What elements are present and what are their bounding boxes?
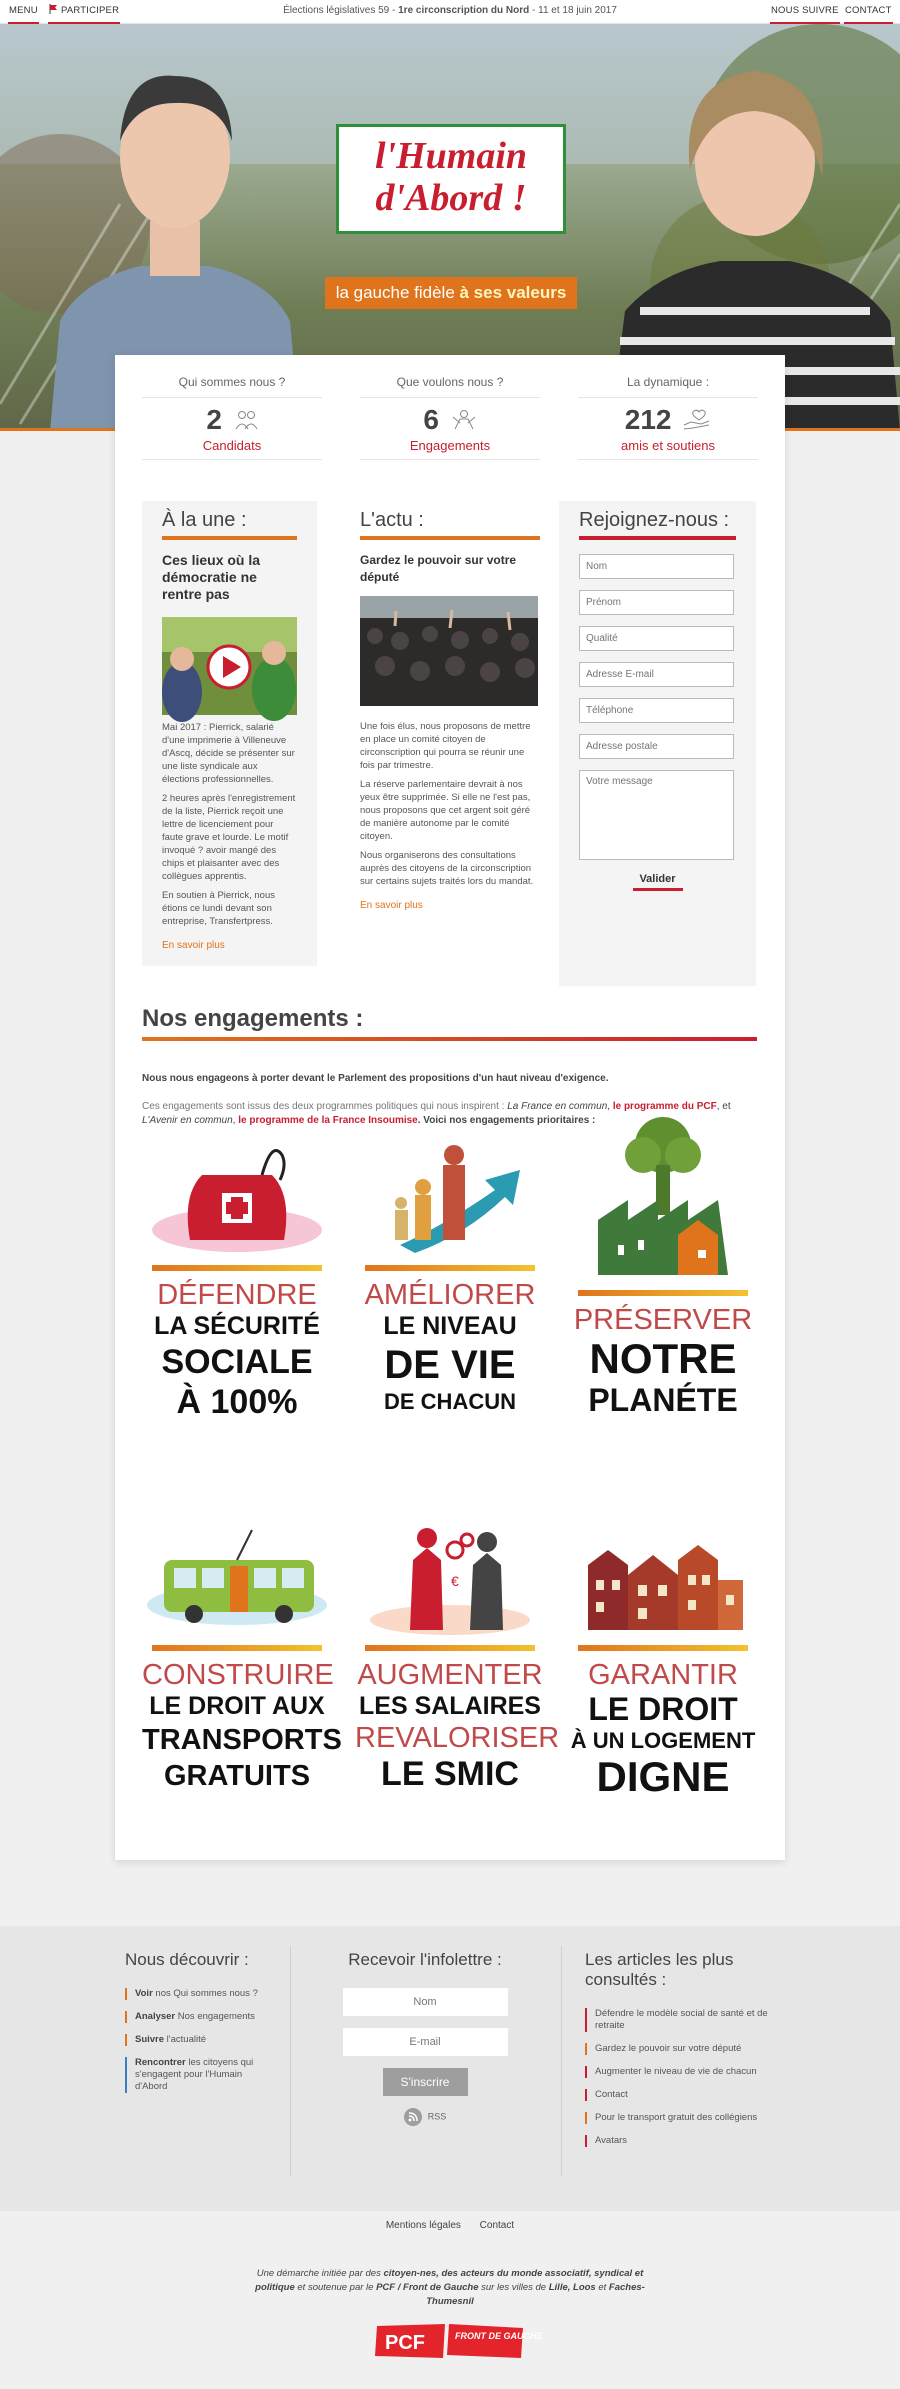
footer-link-text: Nos engagements [175, 2011, 255, 2022]
engagement-line: DE VIE [384, 1343, 516, 1387]
engagement-icon [451, 409, 477, 431]
footer-link-text: nos Qui sommes nous ? [152, 1988, 258, 1999]
firstname-field[interactable] [579, 590, 734, 615]
housing-icon [568, 1520, 758, 1640]
engagement-line: LE DROIT AUX [149, 1692, 325, 1720]
news-une [142, 501, 317, 966]
tagline-mid: fidèle [414, 283, 455, 302]
join-form [559, 501, 756, 986]
actu-title[interactable]: Gardez le pouvoir sur votre député [360, 553, 517, 584]
footer-link[interactable] [125, 2034, 275, 2046]
credits [240, 2267, 660, 2309]
credits-strong: Faches-Thumesnil [426, 2282, 645, 2307]
menu-button[interactable]: MENU [8, 0, 39, 24]
popular-link[interactable]: Pour le transport gratuit des collégiens [585, 2112, 770, 2124]
stat-label: Qui sommes nous ? [142, 375, 322, 398]
popular-link[interactable]: Contact [585, 2089, 770, 2101]
address-field[interactable] [579, 734, 734, 759]
engagement-line: DE CHACUN [384, 1389, 516, 1414]
une-title[interactable]: Ces lieux où la démocratie ne rentre pas [162, 552, 261, 602]
popular-link[interactable]: Augmenter le niveau de vie de chacun [585, 2066, 770, 2078]
engagement-verb: CONSTRUIRE [142, 1659, 334, 1691]
submit-button[interactable]: Valider [633, 871, 683, 891]
rss-link[interactable] [305, 2108, 545, 2126]
engagement-verb: GARANTIR [588, 1659, 738, 1691]
popular-link[interactable]: Défendre le modèle social de santé et de retraite [585, 2008, 770, 2032]
fi-program-link[interactable]: le programme de la France Insoumise [238, 1115, 418, 1126]
partner-logos[interactable] [375, 2322, 543, 2360]
newsletter-name-input[interactable] [343, 1988, 508, 2016]
contact-button[interactable]: CONTACT [844, 0, 893, 24]
engagement-line: LA SÉCURITÉ [154, 1312, 320, 1340]
stat-unit: amis et soutiens [578, 438, 758, 460]
actu-paragraph: La réserve parlementaire devrait à nos yeux être supprimée. Si elle ne l'est pas, nous proposons que cet argent soit géré de manière autonome par le comité citoyen. [360, 779, 531, 842]
actu-photo[interactable] [360, 596, 538, 706]
footer-link[interactable] [125, 2011, 275, 2023]
footer-divider [290, 1946, 291, 2176]
engagement-card[interactable] [355, 1520, 560, 1794]
election-info-dates: - 11 et 18 juin 2017 [529, 5, 617, 16]
engagements-intro-bold: Nous nous engageons à porter devant le Parlement des propositions d'un haut niveau d'exigence. [142, 1073, 609, 1084]
une-paragraph: 2 heures après l'enregistrement de la liste, Pierrick reçoit une lettre de licenciement pour faute grave et lourde. Le motif invoqué ? avoir mangé des chips et plaisanter avec des collègues apprentis. [162, 793, 296, 882]
intro-text: , [607, 1101, 613, 1112]
credits-strong: citoyen-nes, des acteurs du monde associatif, syndical et politique [255, 2268, 644, 2293]
quality-field[interactable] [579, 626, 734, 651]
color-bar [152, 1265, 322, 1271]
footer [0, 1926, 900, 2211]
name-field[interactable] [579, 554, 734, 579]
email-field[interactable] [579, 662, 734, 687]
color-bar [365, 1645, 535, 1651]
engagements-heading: Nos engagements : [142, 1005, 364, 1032]
footer-link-strong: Voir [135, 1988, 153, 1999]
engagement-verb: DÉFENDRE [157, 1279, 317, 1311]
legal-mentions-link[interactable]: Mentions légales [385, 2220, 461, 2231]
join-heading: Rejoignez-nous : [579, 509, 730, 531]
color-bar [578, 1290, 748, 1296]
stat-who[interactable] [142, 375, 322, 460]
une-read-more-link[interactable]: En savoir plus [162, 940, 225, 951]
legal-contact-link[interactable]: Contact [479, 2220, 515, 2231]
footer-link[interactable] [125, 1988, 275, 2000]
logo-line-2: d'Abord ! [375, 177, 527, 219]
credits-strong: PCF / Front de Gauche [376, 2282, 479, 2293]
intro-text: , [232, 1115, 239, 1126]
stat-label: Que voulons nous ? [360, 375, 540, 398]
footer-discover [125, 1950, 275, 2093]
phone-field[interactable] [579, 698, 734, 723]
stat-label: La dynamique : [578, 375, 758, 398]
actu-read-more-link[interactable]: En savoir plus [360, 900, 423, 911]
top-bar [0, 0, 900, 24]
candidates-icon [234, 409, 258, 431]
actu-paragraph: Nous organiserons des consultations auprès des citoyens de la circonscription sur certains sujets traités lors du mandat. [360, 850, 534, 887]
engagement-line: GRATUITS [163, 1760, 311, 1792]
engagement-line: SOCIALE [161, 1343, 313, 1381]
svg-text:€: € [451, 1573, 459, 1589]
credits-text: et soutenue par le [294, 2282, 377, 2293]
engagement-verb: PRÉSERVER [573, 1304, 753, 1336]
popular-link[interactable]: Avatars [585, 2135, 770, 2147]
salary-icon [355, 1520, 545, 1640]
footer-link-text: l'actualité [164, 2034, 206, 2045]
pcf-program-link[interactable]: le programme du PCF [612, 1101, 717, 1112]
engagement-line: LE DROIT [588, 1691, 738, 1727]
follow-button[interactable]: NOUS SUIVRE [770, 0, 840, 24]
legal-bar [0, 2214, 900, 2238]
footer-link[interactable] [125, 2057, 275, 2093]
engagement-line: À UN LOGEMENT [570, 1728, 756, 1753]
intro-text: . Voici nos engagements prioritaires : [417, 1115, 596, 1126]
engagement-card[interactable] [142, 1520, 342, 1794]
footer-link-text: les citoyens qui s'engagent pour l'Humain d'Abord [135, 2057, 254, 2092]
fdg-logo-text: FRONT DE GAUCHE [455, 2331, 543, 2341]
engagements-underline [142, 1037, 757, 1041]
discover-heading: Nous découvrir : [125, 1950, 249, 1969]
pcf-logo-text: PCF [385, 2332, 425, 2354]
join-underline [579, 536, 736, 540]
intro-program-1: La France en commun [507, 1101, 608, 1112]
news-actu [360, 501, 540, 966]
engagement-line: PLANÉTE [588, 1382, 738, 1418]
subscribe-button[interactable]: S'inscrire [383, 2068, 468, 2096]
engagement-verb: AMÉLIORER [364, 1279, 536, 1311]
newsletter-email-input[interactable] [343, 2028, 508, 2056]
footer-newsletter [305, 1950, 545, 2126]
rss-icon [404, 2108, 422, 2126]
stat-unit: Candidats [142, 438, 322, 460]
tagline-post: à ses valeurs [454, 283, 567, 302]
footer-popular [585, 1950, 770, 2147]
message-field[interactable] [579, 770, 734, 860]
credits-text: Une démarche initiée par des [256, 2268, 384, 2279]
engagement-card[interactable] [355, 1135, 545, 1415]
engagement-line: REVALORISER [355, 1722, 560, 1754]
newsletter-heading: Recevoir l'infolettre : [348, 1950, 502, 1969]
credits-strong: Lille, Loos [548, 2282, 596, 2293]
une-heading: À la une : [162, 509, 247, 531]
engagement-line: À 100% [176, 1383, 298, 1421]
tree-factory-icon [568, 1110, 758, 1285]
stat-what[interactable] [360, 375, 540, 460]
une-paragraph: En soutien à Pierrick, nous étions ce lundi devant son entreprise, Transfertpress. [162, 890, 276, 927]
footer-link-strong: Suivre [135, 2034, 165, 2045]
engagement-card[interactable] [568, 1110, 758, 1418]
engagement-line: TRANSPORTS [142, 1724, 342, 1756]
election-info-pre: Élections législatives 59 - [283, 5, 399, 16]
credits-text: et [595, 2282, 609, 2293]
footer-link-strong: Rencontrer [135, 2057, 186, 2068]
color-bar [578, 1645, 748, 1651]
color-bar [365, 1265, 535, 1271]
popular-link[interactable]: Gardez le pouvoir sur votre député [585, 2043, 770, 2055]
engagement-card[interactable] [568, 1520, 758, 1800]
stat-dynamic[interactable] [578, 375, 758, 460]
tagline [325, 277, 577, 309]
stat-value: 212 [624, 404, 672, 435]
engagement-line: NOTRE [589, 1335, 737, 1382]
intro-program-2: L'Avenir en commun [142, 1115, 233, 1126]
campaign-logo [336, 124, 566, 234]
election-info-district: 1re circonscription du Nord [398, 5, 530, 16]
main-card [115, 355, 785, 1860]
first-aid-bag-icon [142, 1135, 332, 1260]
une-video-thumbnail[interactable] [162, 617, 297, 715]
engagement-line: LE NIVEAU [383, 1312, 517, 1340]
engagement-line: LE SMIC [381, 1755, 519, 1793]
actu-paragraph: Une fois élus, nous proposons de mettre en place un comité citoyen de circonscription qui pourra se réunir une fois par trimestre. [360, 721, 531, 771]
election-info [0, 0, 900, 22]
footer-link-strong: Analyser [135, 2011, 176, 2022]
une-paragraph: Mai 2017 : Pierrick, salarié d'une imprimerie à Villeneuve d'Ascq, décide se présenter sur une liste syndicale aux élections professionnelles. [162, 722, 295, 785]
tagline-pre: la gauche [335, 283, 415, 302]
intro-text: , et [716, 1101, 731, 1112]
bus-icon [142, 1520, 332, 1640]
participate-label: PARTICIPER [61, 5, 120, 16]
heart-hand-icon [683, 409, 711, 431]
stat-value: 6 [423, 404, 439, 435]
intro-text: Ces engagements sont issus des deux programmes politiques qui nous inspirent : [142, 1101, 508, 1112]
rising-arrow-icon [355, 1135, 545, 1260]
engagement-line: DIGNE [596, 1753, 730, 1800]
actu-heading: L'actu : [360, 509, 424, 531]
footer-divider [561, 1946, 562, 2176]
color-bar [152, 1645, 322, 1651]
stat-unit: Engagements [360, 438, 540, 460]
engagement-line: LES SALAIRES [359, 1692, 541, 1720]
logo-line-1: l'Humain [374, 135, 528, 177]
rss-label: RSS [427, 2111, 447, 2122]
stat-value: 2 [206, 404, 222, 435]
popular-heading: Les articles les plus consultés : [585, 1950, 734, 1989]
credits-text: sur les villes de [478, 2282, 549, 2293]
engagement-card[interactable] [142, 1135, 332, 1422]
engagement-verb: AUGMENTER [357, 1659, 543, 1691]
